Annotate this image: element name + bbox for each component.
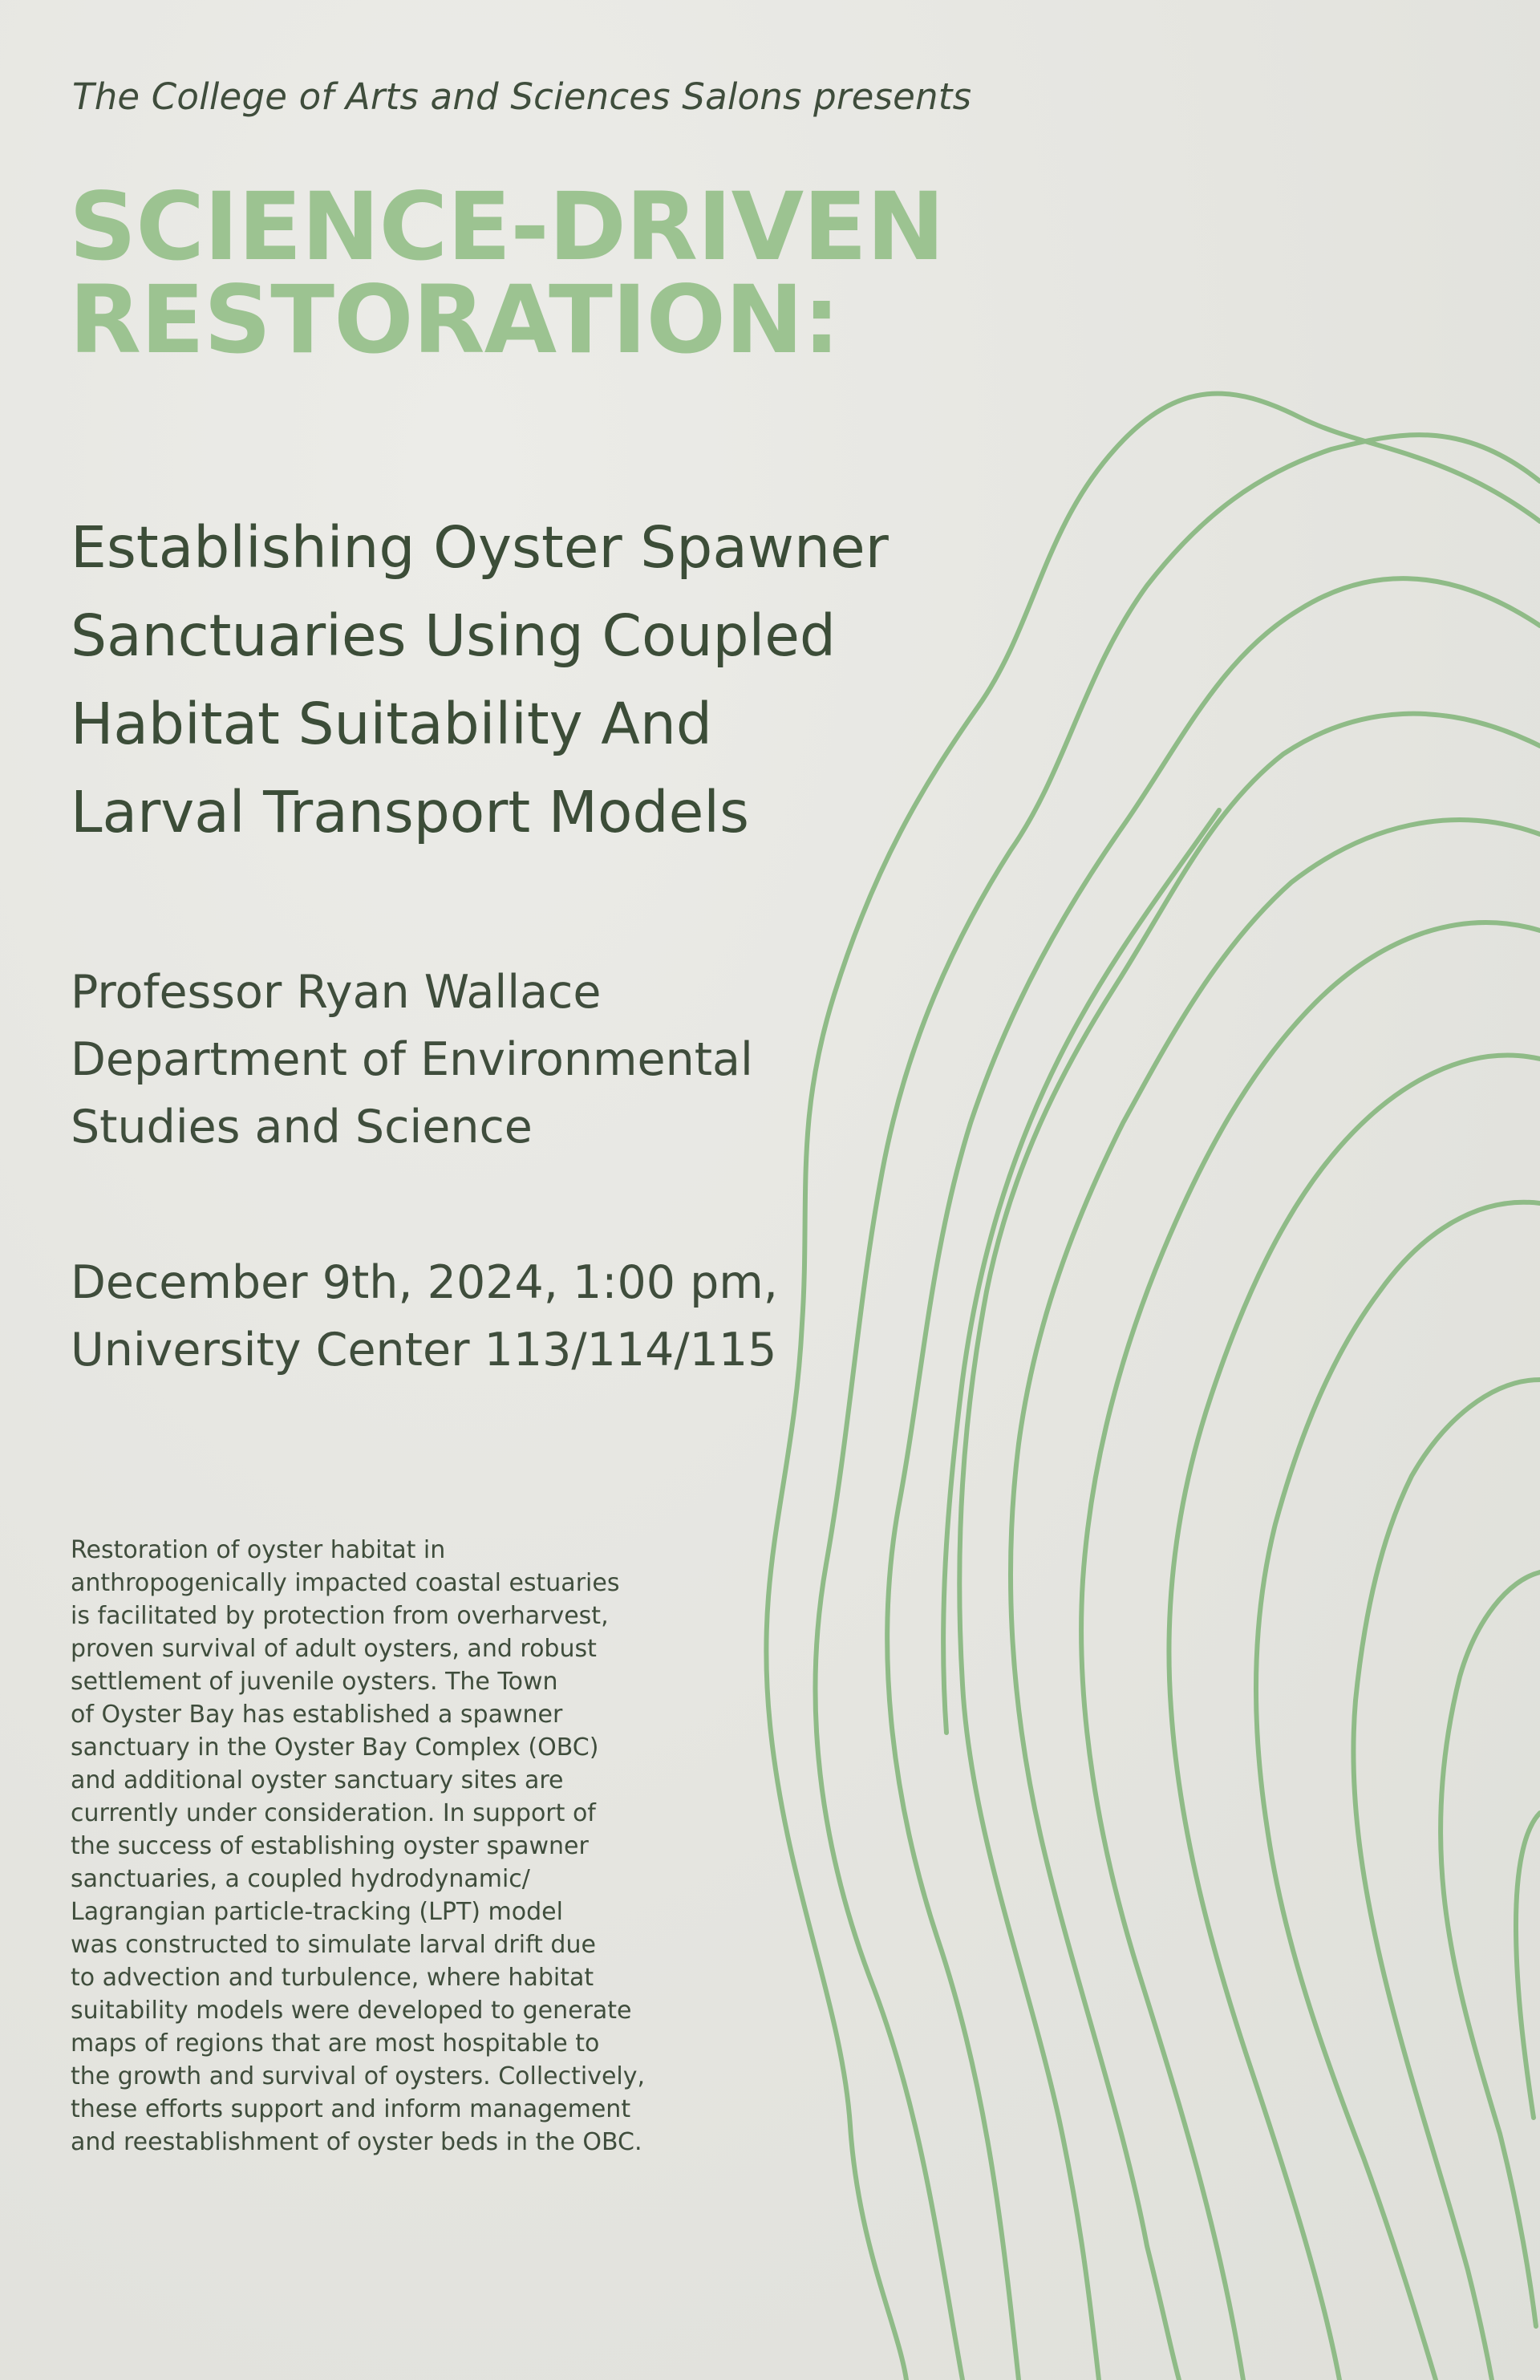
- abstract-line: is facilitated by protection from overharvest,: [71, 1602, 609, 1630]
- subtitle-line: Larval Transport Models: [71, 779, 749, 845]
- contour-line-4: [959, 714, 1540, 2380]
- abstract-line: and additional oyster sanctuary sites are: [71, 1766, 564, 1794]
- abstract-line: the success of establishing oyster spawner: [71, 1832, 589, 1860]
- contour-line-3: [887, 578, 1540, 2380]
- abstract-line: Restoration of oyster habitat in: [71, 1536, 446, 1564]
- main-title: [69, 172, 944, 375]
- main-title-line: RESTORATION:: [69, 265, 840, 375]
- speaker-name: Professor Ryan Wallace: [71, 966, 602, 1019]
- abstract-line: these efforts support and inform management: [71, 2095, 631, 2123]
- contour-line-6: [1081, 922, 1540, 2380]
- subtitle-line: Sanctuaries Using Coupled: [71, 602, 836, 669]
- contour-line-10: [1441, 1572, 1540, 2326]
- abstract-line: the growth and survival of oysters. Collectively,: [71, 2062, 646, 2090]
- abstract-line: sanctuaries, a coupled hydrodynamic/: [71, 1865, 530, 1893]
- abstract-line: currently under consideration. In support of: [71, 1799, 596, 1827]
- abstract-line: anthropogenically impacted coastal estuaries: [71, 1569, 620, 1597]
- speaker-department-line: Studies and Science: [71, 1101, 533, 1154]
- abstract-line: to advection and turbulence, where habitat: [71, 1964, 594, 1992]
- contour-line-11: [1516, 1813, 1540, 2118]
- abstract-line: proven survival of adult oysters, and robust: [71, 1635, 597, 1663]
- event-date-time: December 9th, 2024, 1:00 pm,: [71, 1256, 778, 1309]
- subtitle-line: Establishing Oyster Spawner: [71, 514, 889, 581]
- presenter-line: The College of Arts and Sciences Salons presents: [72, 75, 972, 118]
- speaker-department-line: Department of Environmental: [71, 1033, 753, 1086]
- abstract-line: Lagrangian particle-tracking (LPT) model: [71, 1898, 563, 1926]
- abstract-line: was constructed to simulate larval drift due: [71, 1931, 596, 1959]
- abstract-line: and reestablishment of oyster beds in the OBC.: [71, 2128, 642, 2156]
- abstract-line: suitability models were developed to generate: [71, 1997, 632, 2025]
- abstract-line: sanctuary in the Oyster Bay Complex (OBC): [71, 1733, 599, 1762]
- contour-line-8: [1256, 1202, 1540, 2380]
- abstract-text: [71, 1534, 645, 2159]
- speaker-block: [71, 959, 753, 1161]
- event-details: [71, 1249, 778, 1384]
- abstract-line: maps of regions that are most hospitable to: [71, 2029, 600, 2058]
- talk-subtitle: [71, 504, 889, 857]
- contour-line-9: [1353, 1380, 1540, 2380]
- main-title-line: SCIENCE-DRIVEN: [69, 172, 944, 282]
- abstract-line: settlement of juvenile oysters. The Town: [71, 1668, 558, 1696]
- subtitle-line: Habitat Suitability And: [71, 691, 712, 757]
- event-location: University Center 113/114/115: [71, 1324, 777, 1377]
- abstract-line: of Oyster Bay has established a spawner: [71, 1701, 563, 1729]
- contour-line-2: [816, 435, 1540, 2380]
